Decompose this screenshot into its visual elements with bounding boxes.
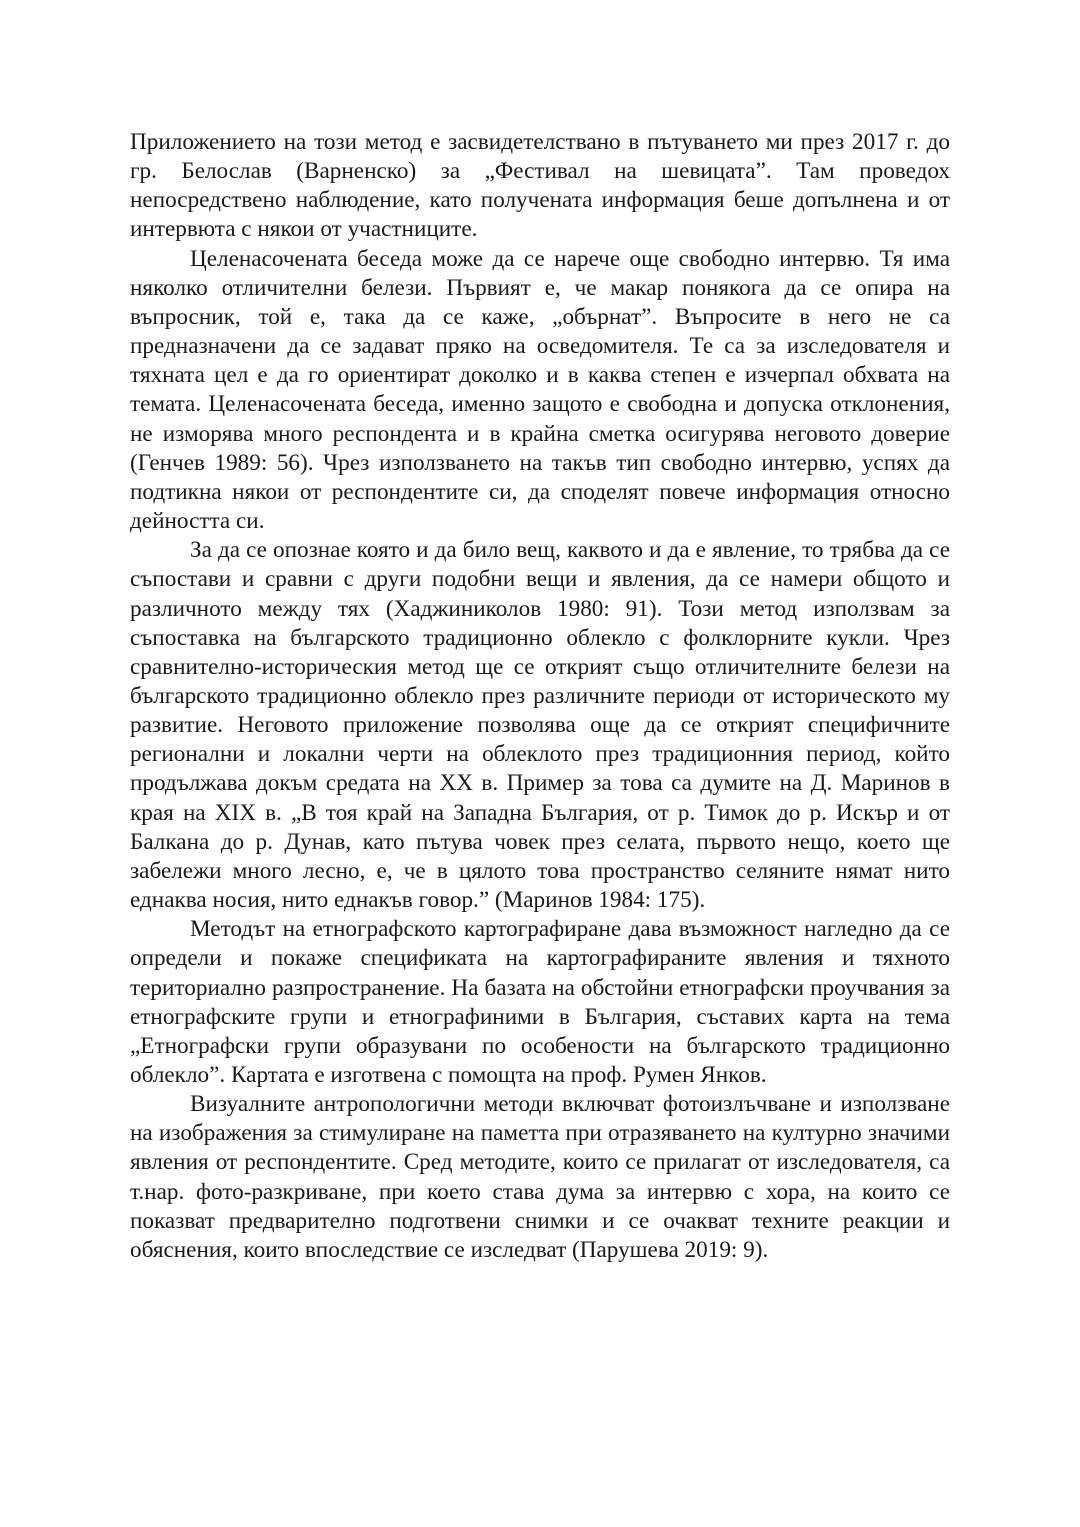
paragraph-comparative-method: За да се опознае която и да било вещ, каквото и да е явление, то трябва да се съпостави и сравни с други подобни вещи и явления, да се намери общото и различното между тях (Хаджиниколов 1980: 91). Този метод използвам за съпоставка на българското традиционно облекло с фолклорните кукли. Чрез сравнително-историческия метод ще се открият също отличителните белези на българското традиционно облекло през различните периоди от историческото му развитие. Неговото приложение позволява още да се открият специфичните регионални и локални черти на облеклото през традиционния период, който продължава докъм средата на XX в. Пример за това са думите на Д. Маринов в края на XIX в. „В тоя край на Западна България, от р. Тимок до р. Искър и от Балкана до р. Дунав, като пътува човек през селата, първото нещо, което ще забележи много лесно, е, че в цялото това пространство селяните нямат нито еднаква носия, нито еднакъв говор.” (Маринов 1984: 175).: [130, 537, 950, 914]
paragraph-free-interview: Целенасочената беседа може да се нарече още свободно интервю. Тя има няколко отличителни белези. Първият е, че макар понякога да се опира на въпросник, той е, така да се каже, „обърнат”. Въпросите в него не са предназначени да се задават пряко на осведомителя. Те са за изследователя и тяхната цел е да го ориентират доколко и в каква степен е изчерпал обхвата на темата. Целенасочената беседа, именно защото е свободна и допуска отклонения, не изморява много респондента и в крайна сметка осигурява неговото доверие (Генчев 1989: 56). Чрез използването на такъв тип свободно интервю, успях да подтикна някои от респондентите си, да споделят повече информация относно дейността си.: [130, 245, 950, 535]
document-body: [130, 128, 950, 1265]
paragraph-visual-methods: Визуалните антропологични методи включват фотоизлъчване и използване на изображения за стимулиране на паметта при отразяването на културно значими явления от респондентите. Сред методите, които се прилагат от изследователя, са т.нар. фото-разкриване, при което става дума за интервю с хора, на които се показват предварително подготвени снимки и се очакват техните реакции и обяснения, които впоследствие се изследват (Парушева 2019: 9).: [130, 1091, 950, 1263]
paragraph-ethnographic-mapping: Методът на етнографското картографиране дава възможност нагледно да се определи и покаже спецификата на картографираните явления и тяхното териториално разпространение. На базата на обстойни етнографски проучвания за етнографските групи и етнографиними в България, съставих карта на тема „Етнографски групи образувани по особености на българското традиционно облекло”. Картата е изготвена с помощта на проф. Румен Янков.: [130, 916, 950, 1088]
paragraph-fieldwork-belloslav: Приложението на този метод е засвидетелствано в пътуването ми през 2017 г. до гр. Белослав (Варненско) за „Фестивал на шевицата”. Там проведох непосредствено наблюдение, като получената информация беше допълнена и от интервюта с някои от участниците.: [130, 129, 950, 243]
